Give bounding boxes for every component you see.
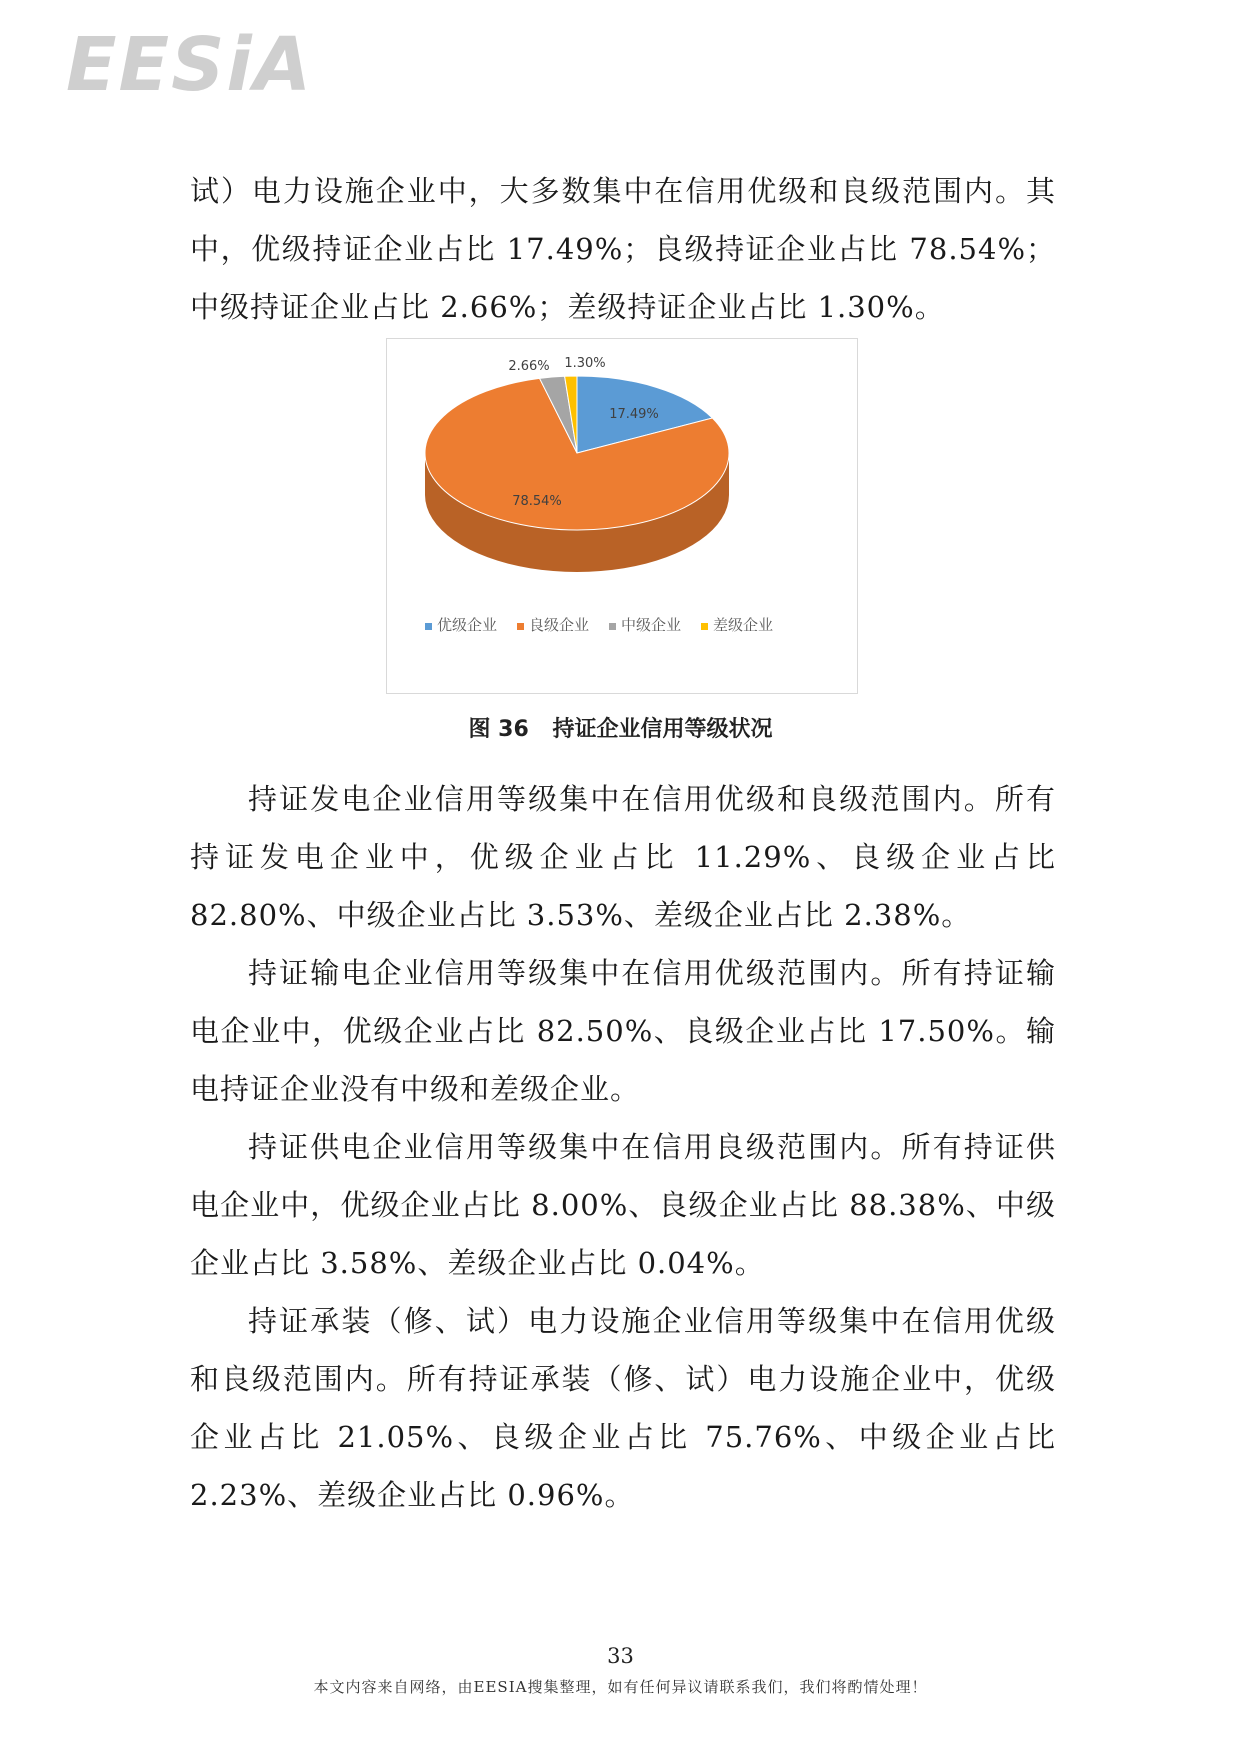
data-label-good: 78.54% — [512, 494, 562, 509]
paragraph-transmission: 持证输电企业信用等级集中在信用优级范围内。所有持证输电企业中，优级企业占比 82.50%、良级企业占比 17.50%。输电持证企业没有中级和差级企业。 — [190, 956, 1056, 1106]
legend-swatch-good — [517, 623, 524, 630]
legend-swatch-medium — [609, 623, 616, 630]
legend-swatch-excellent — [425, 623, 432, 630]
eesia-logo: EESiA — [66, 22, 314, 108]
figure-number: 图 36 — [468, 717, 529, 742]
footer-note: 本文内容来自网络，由EESIA搜集整理，如有任何异议请联系我们，我们将酌情处理！ — [313, 1678, 928, 1696]
paragraph-installation: 持证承装（修、试）电力设施企业信用等级集中在信用优级和良级范围内。所有持证承装（修、试）电力设施企业中，优级企业占比 21.05%、良级企业占比 75.76%、中级企业占比 2.23%、差级企业占比 0.96%。 — [190, 1304, 1056, 1512]
pie-chart-container — [386, 338, 858, 694]
figure-caption — [0, 712, 1241, 743]
paragraph-generation: 持证发电企业信用等级集中在信用优级和良级范围内。所有持证发电企业中，优级企业占比 11.29%、良级企业占比 82.80%、中级企业占比 3.53%、差级企业占比 2.38%。 — [190, 782, 1056, 932]
page-number: 33 — [607, 1644, 634, 1668]
legend-swatch-poor — [701, 623, 708, 630]
legend-label-excellent: 优级企业 — [437, 616, 498, 634]
pie-chart — [387, 339, 857, 693]
legend-label-good: 良级企业 — [529, 616, 590, 634]
figure-title: 持证企业信用等级状况 — [552, 717, 773, 742]
legend-label-medium: 中级企业 — [621, 616, 682, 634]
data-label-poor: 1.30% — [564, 356, 606, 371]
data-label-medium: 2.66% — [508, 359, 550, 374]
legend-label-poor: 差级企业 — [713, 616, 774, 634]
data-label-excellent: 17.49% — [609, 407, 659, 422]
paragraph-supply: 持证供电企业信用等级集中在信用良级范围内。所有持证供电企业中，优级企业占比 8.00%、良级企业占比 88.38%、中级企业占比 3.58%、差级企业占比 0.04%。 — [190, 1130, 1056, 1280]
paragraph-intro: 试）电力设施企业中，大多数集中在信用优级和良级范围内。其中，优级持证企业占比 17.49%；良级持证企业占比 78.54%；中级持证企业占比 2.66%；差级持证企业占比 1.30%。 — [190, 174, 1056, 324]
